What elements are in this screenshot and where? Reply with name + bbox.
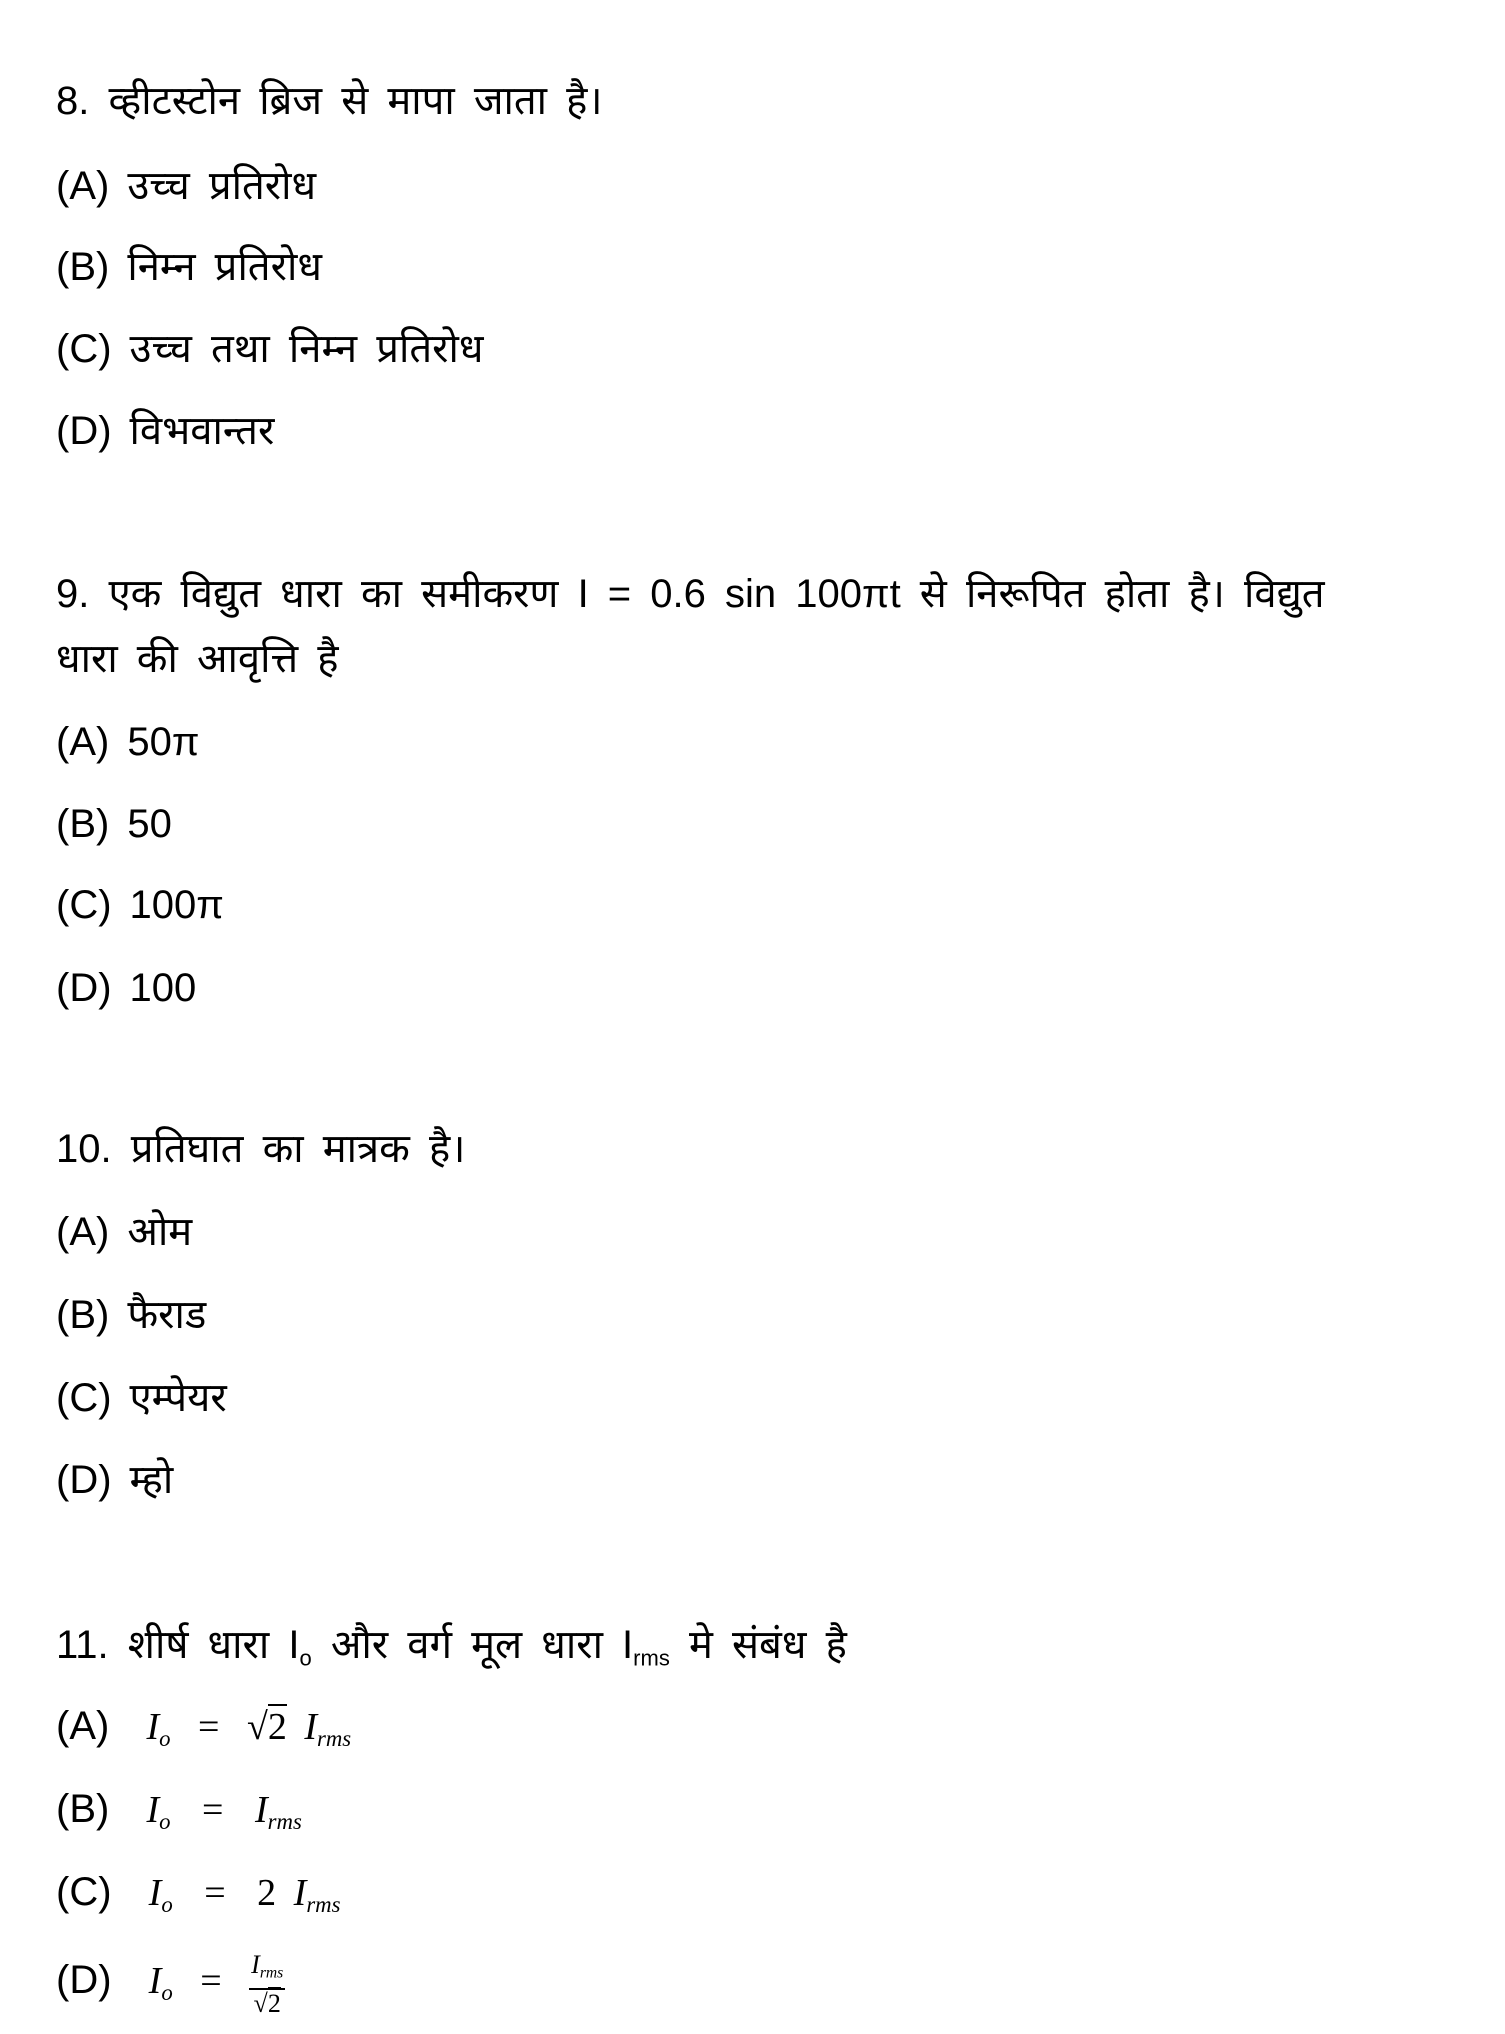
option-text: विभवान्तर (129, 409, 275, 453)
option-label: (B) (56, 802, 110, 846)
option-label: (C) (56, 1376, 112, 1420)
square-root-icon: √2 (246, 1706, 287, 1748)
option-formula: $I_o = I_{rms}$ (146, 1789, 302, 1834)
rms-current-subscript: rms (633, 1645, 670, 1671)
option-11a[interactable] (56, 1702, 351, 1763)
question-11-stem (56, 1621, 847, 1683)
option-label: (A) (56, 720, 110, 764)
question-number: 8. (56, 79, 90, 123)
question-8-stem (56, 77, 603, 125)
option-label: (B) (56, 245, 110, 289)
option-text: फैराड (127, 1293, 207, 1337)
option-9d[interactable] (56, 964, 196, 1012)
question-text-part-c: मे संबंध है (669, 1623, 847, 1667)
option-10b[interactable] (56, 1291, 206, 1339)
option-text: 100π (129, 883, 224, 927)
option-8a[interactable] (56, 162, 316, 210)
option-label: (A) (56, 1210, 110, 1254)
option-9a[interactable] (56, 718, 199, 766)
option-label: (A) (56, 1704, 110, 1748)
option-11d[interactable] (56, 1951, 285, 2018)
option-label: (C) (56, 883, 112, 927)
option-label: (C) (56, 1870, 112, 1914)
option-text: 50 (127, 802, 172, 846)
question-text: व्हीटस्टोन ब्रिज से मापा जाता है। (108, 79, 603, 123)
option-text: 50π (127, 720, 200, 764)
question-text-part-b: और वर्ग मूल धारा I (311, 1623, 634, 1667)
option-8b[interactable] (56, 243, 322, 291)
question-9-stem-line2 (56, 635, 338, 683)
option-formula: $I_o$ = $\frac{I_{rms}}{√2}$ (148, 1950, 284, 2018)
option-label: (C) (56, 327, 112, 371)
question-text: एक विद्युत धारा का समीकरण I = 0.6 sin 100πt से निरूपित होता है। विद्युत (108, 572, 1325, 616)
option-text: उच्च तथा निम्न प्रतिरोध (129, 327, 484, 371)
option-label: (D) (56, 409, 112, 453)
option-label: (B) (56, 1293, 110, 1337)
option-9b[interactable] (56, 800, 172, 848)
option-8d[interactable] (56, 407, 274, 455)
option-text: म्हो (129, 1458, 174, 1502)
question-number: 10. (56, 1127, 112, 1171)
option-text: ओम (127, 1210, 193, 1254)
peak-current-subscript: o (299, 1645, 312, 1671)
question-number: 9. (56, 572, 90, 616)
option-10c[interactable] (56, 1374, 227, 1422)
option-label: (A) (56, 164, 110, 208)
option-8c[interactable] (56, 325, 483, 373)
option-label: (D) (56, 966, 112, 1010)
option-10a[interactable] (56, 1208, 192, 1256)
option-text: निम्न प्रतिरोध (127, 245, 322, 289)
option-text: एम्पेयर (129, 1376, 227, 1420)
question-number: 11. (56, 1623, 109, 1667)
option-11b[interactable] (56, 1785, 302, 1846)
fraction: $\frac{I_{rms}}{√2}$ (251, 1950, 284, 2018)
question-10-stem (56, 1125, 465, 1173)
question-text: प्रतिघात का मात्रक है। (130, 1127, 466, 1171)
option-formula: $I_o = 2$ $I_{rms}$ (148, 1872, 341, 1917)
square-root-icon: √2 (253, 1988, 281, 2018)
option-label: (B) (56, 1787, 110, 1831)
option-text: उच्च प्रतिरोध (127, 164, 317, 208)
option-label: (D) (56, 1458, 112, 1502)
option-label: (D) (56, 1958, 112, 2003)
question-text: धारा की आवृत्ति है (56, 637, 339, 681)
option-11c[interactable] (56, 1868, 341, 1929)
option-9c[interactable] (56, 881, 224, 929)
option-formula: $I_o = √2$ $I_{rms}$ (146, 1706, 352, 1751)
option-text: 100 (129, 966, 197, 1010)
option-10d[interactable] (56, 1456, 173, 1504)
question-text-part-a: शीर्ष धारा I (127, 1623, 300, 1667)
question-9-stem (56, 570, 1325, 618)
